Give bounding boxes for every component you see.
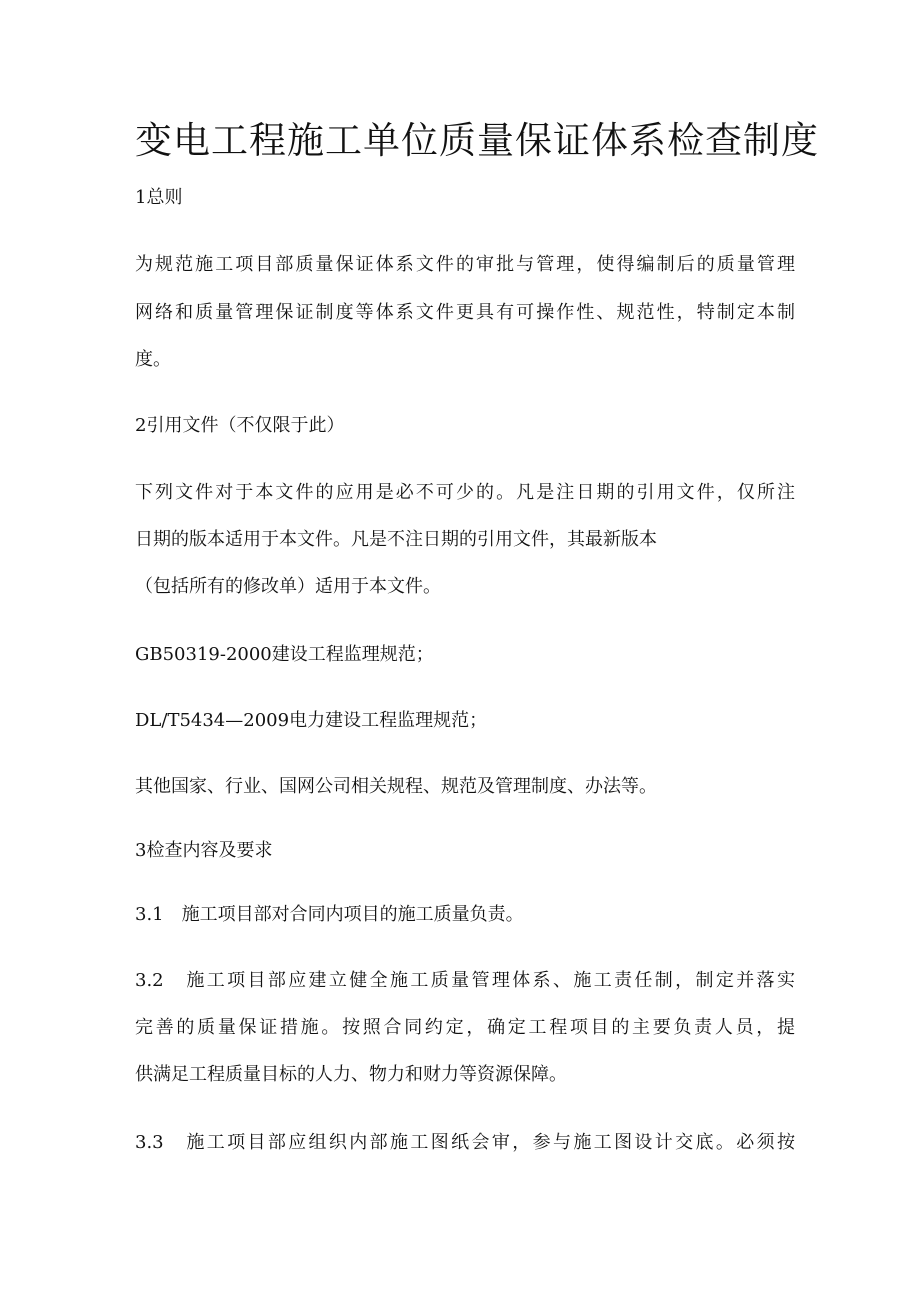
- paragraph-line: 度。: [135, 349, 171, 370]
- paragraph-line: 供满足工程质量目标的人力、物力和财力等资源保障。: [135, 1064, 567, 1085]
- paragraph-line: 为规范施工项目部质量保证体系文件的审批与管理，使得编制后的质量管理: [135, 254, 795, 275]
- section-heading-references: 2引用文件（不仅限于此）: [135, 415, 345, 436]
- paragraph-line: 完善的质量保证措施。按照合同约定，确定工程项目的主要负责人员，提: [135, 1017, 795, 1038]
- section-heading-general: 1总则: [135, 187, 183, 208]
- reference-item: GB50319-2000建设工程监理规范；: [135, 644, 434, 665]
- reference-item: 其他国家、行业、国网公司相关规程、规范及管理制度、办法等。: [135, 776, 657, 797]
- section-heading-inspection: 3检查内容及要求: [135, 840, 273, 861]
- paragraph-line: （包括所有的修改单）适用于本文件。: [135, 576, 441, 597]
- paragraph-line: 网络和质量管理保证制度等体系文件更具有可操作性、规范性，特制定本制: [135, 302, 795, 323]
- reference-item: DL/T5434—2009电力建设工程监理规范；: [135, 710, 488, 731]
- clause-3-2: 3.2 施工项目部应建立健全施工质量管理体系、施工责任制，制定并落实: [135, 970, 795, 991]
- clause-3-1: 3.1 施工项目部对合同内项目的施工质量负责。: [135, 904, 524, 925]
- paragraph-line: 日期的版本适用于本文件。凡是不注日期的引用文件，其最新版本: [135, 529, 657, 550]
- clause-3-3: 3.3 施工项目部应组织内部施工图纸会审，参与施工图设计交底。必须按: [135, 1132, 795, 1153]
- paragraph-line: 下列文件对于本文件的应用是必不可少的。凡是注日期的引用文件，仅所注: [135, 482, 795, 503]
- document-title: 变电工程施工单位质量保证体系检查制度: [135, 119, 819, 162]
